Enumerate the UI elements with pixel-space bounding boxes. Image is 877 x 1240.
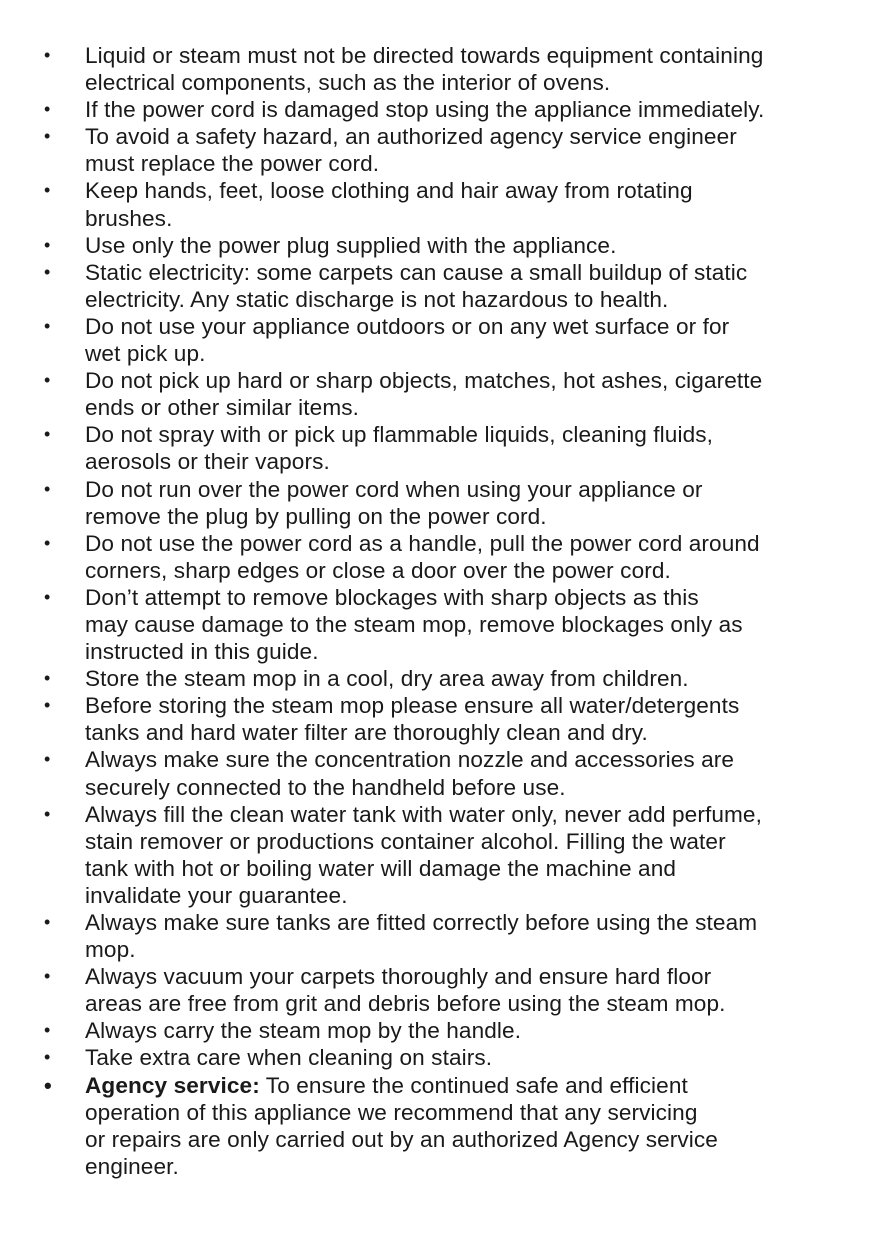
list-item-line: Do not spray with or pick up flammable liquids, cleaning fluids, <box>85 422 714 448</box>
list-item-line: securely connected to the handheld before use. <box>85 774 566 800</box>
list-item <box>44 421 844 475</box>
bullet-icon: • <box>44 966 51 987</box>
list-item <box>44 42 844 96</box>
list-item <box>44 476 844 530</box>
list-item-line: areas are free from grit and debris before using the steam mop. <box>85 991 726 1017</box>
list-item-line: Store the steam mop in a cool, dry area away from children. <box>85 666 689 692</box>
list-item-line: Do not use the power cord as a handle, pull the power cord around <box>85 530 760 556</box>
bullet-icon: • <box>44 180 51 201</box>
bullet-icon: • <box>44 695 51 716</box>
list-item-line: Always fill the clean water tank with water only, never add perfume, <box>85 801 762 827</box>
bullet-icon: • <box>44 912 51 932</box>
list-item <box>44 801 844 909</box>
list-item-line: Before storing the steam mop please ensure all water/detergents <box>85 693 740 719</box>
list-item <box>44 96 844 123</box>
bullet-icon: • <box>44 315 51 336</box>
agency-service-text: To ensure the continued safe and efficient <box>259 1072 688 1098</box>
bullet-icon: • <box>44 749 51 770</box>
bullet-icon: • <box>44 370 51 391</box>
list-item-line: tank with hot or boiling water will damage the machine and <box>85 855 677 881</box>
list-item-line <box>85 1072 844 1099</box>
list-item <box>44 584 844 665</box>
bullet-icon: • <box>44 478 51 499</box>
list-item-line: mop. <box>85 937 136 963</box>
list-item-line: aerosols or their vapors. <box>85 449 330 475</box>
list-item-line: must replace the power cord. <box>85 151 380 177</box>
bullet-icon: • <box>44 234 51 255</box>
agency-service-label: Agency service: <box>85 1072 260 1098</box>
list-item-line: Do not pick up hard or sharp objects, matches, hot ashes, cigarette <box>85 368 763 394</box>
agency-service-item <box>44 1072 844 1180</box>
list-item-line: instructed in this guide. <box>85 639 319 665</box>
list-item-line: electricity. Any static discharge is not hazardous to health. <box>85 286 669 312</box>
list-item-line: Keep hands, feet, loose clothing and hair away from rotating <box>85 178 693 204</box>
list-item-line: Static electricity: some carpets can cause a small buildup of static <box>85 259 748 285</box>
list-item-line: Take extra care when cleaning on stairs. <box>85 1045 493 1071</box>
list-item <box>44 232 844 259</box>
list-item-line: Always vacuum your carpets thoroughly and ensure hard floor <box>85 964 712 990</box>
list-item-line: Use only the power plug supplied with the appliance. <box>85 232 617 258</box>
bullet-icon: • <box>44 261 51 282</box>
list-item <box>44 313 844 367</box>
list-item-line: Do not use your appliance outdoors or on any wet surface or for <box>85 313 730 339</box>
list-item-line: Do not run over the power cord when using your appliance or <box>85 476 703 502</box>
bullet-icon: • <box>44 586 51 607</box>
safety-instructions-list <box>44 42 844 1180</box>
bullet-icon: • <box>44 1072 52 1098</box>
bullet-icon: • <box>44 126 51 147</box>
list-item <box>44 746 844 800</box>
list-item-line: engineer. <box>85 1153 179 1179</box>
list-item <box>44 367 844 421</box>
list-item-line: Liquid or steam must not be directed towards equipment containing <box>85 43 764 68</box>
list-item-line: Always carry the steam mop by the handle. <box>85 1018 522 1044</box>
list-item <box>44 1044 844 1071</box>
list-item-line: Don’t attempt to remove blockages with sharp objects as this <box>85 584 699 610</box>
list-item <box>44 530 844 584</box>
list-item-line: remove the plug by pulling on the power cord. <box>85 503 547 529</box>
list-item-line: corners, sharp edges or close a door over the power cord. <box>85 557 671 583</box>
list-item <box>44 259 844 313</box>
list-item-line: operation of this appliance we recommend that any servicing <box>85 1099 698 1125</box>
list-item-line: wet pick up. <box>85 341 206 367</box>
list-item <box>44 665 844 692</box>
list-item-line: Always make sure tanks are fitted correctly before using the steam <box>85 910 758 935</box>
list-item-line: tanks and hard water filter are thoroughly clean and dry. <box>85 720 648 746</box>
bullet-icon: • <box>44 1047 51 1068</box>
list-item <box>44 692 844 746</box>
list-item <box>44 1017 844 1044</box>
bullet-icon: • <box>44 803 51 824</box>
list-item-line: If the power cord is damaged stop using the appliance immediately. <box>85 97 765 123</box>
list-item <box>44 909 844 963</box>
list-item <box>44 177 844 231</box>
list-item-line: Always make sure the concentration nozzle and accessories are <box>85 747 735 773</box>
bullet-icon: • <box>44 1020 51 1041</box>
bullet-icon: • <box>44 668 51 689</box>
bullet-icon: • <box>44 424 51 445</box>
bullet-icon: • <box>44 532 51 553</box>
list-item-line: ends or other similar items. <box>85 395 360 421</box>
list-item-line: brushes. <box>85 205 173 231</box>
list-item <box>44 963 844 1017</box>
list-item-line: electrical components, such as the interior of ovens. <box>85 70 611 96</box>
bullet-icon: • <box>44 99 51 120</box>
list-item <box>44 123 844 177</box>
list-item-line: may cause damage to the steam mop, remove blockages only as <box>85 611 743 637</box>
list-item-line: To avoid a safety hazard, an authorized agency service engineer <box>85 124 737 150</box>
list-item-line: or repairs are only carried out by an authorized Agency service <box>85 1126 718 1152</box>
list-item-line: stain remover or productions container alcohol. Filling the water <box>85 828 726 854</box>
bullet-icon: • <box>44 45 51 65</box>
list-item-line: invalidate your guarantee. <box>85 882 348 908</box>
